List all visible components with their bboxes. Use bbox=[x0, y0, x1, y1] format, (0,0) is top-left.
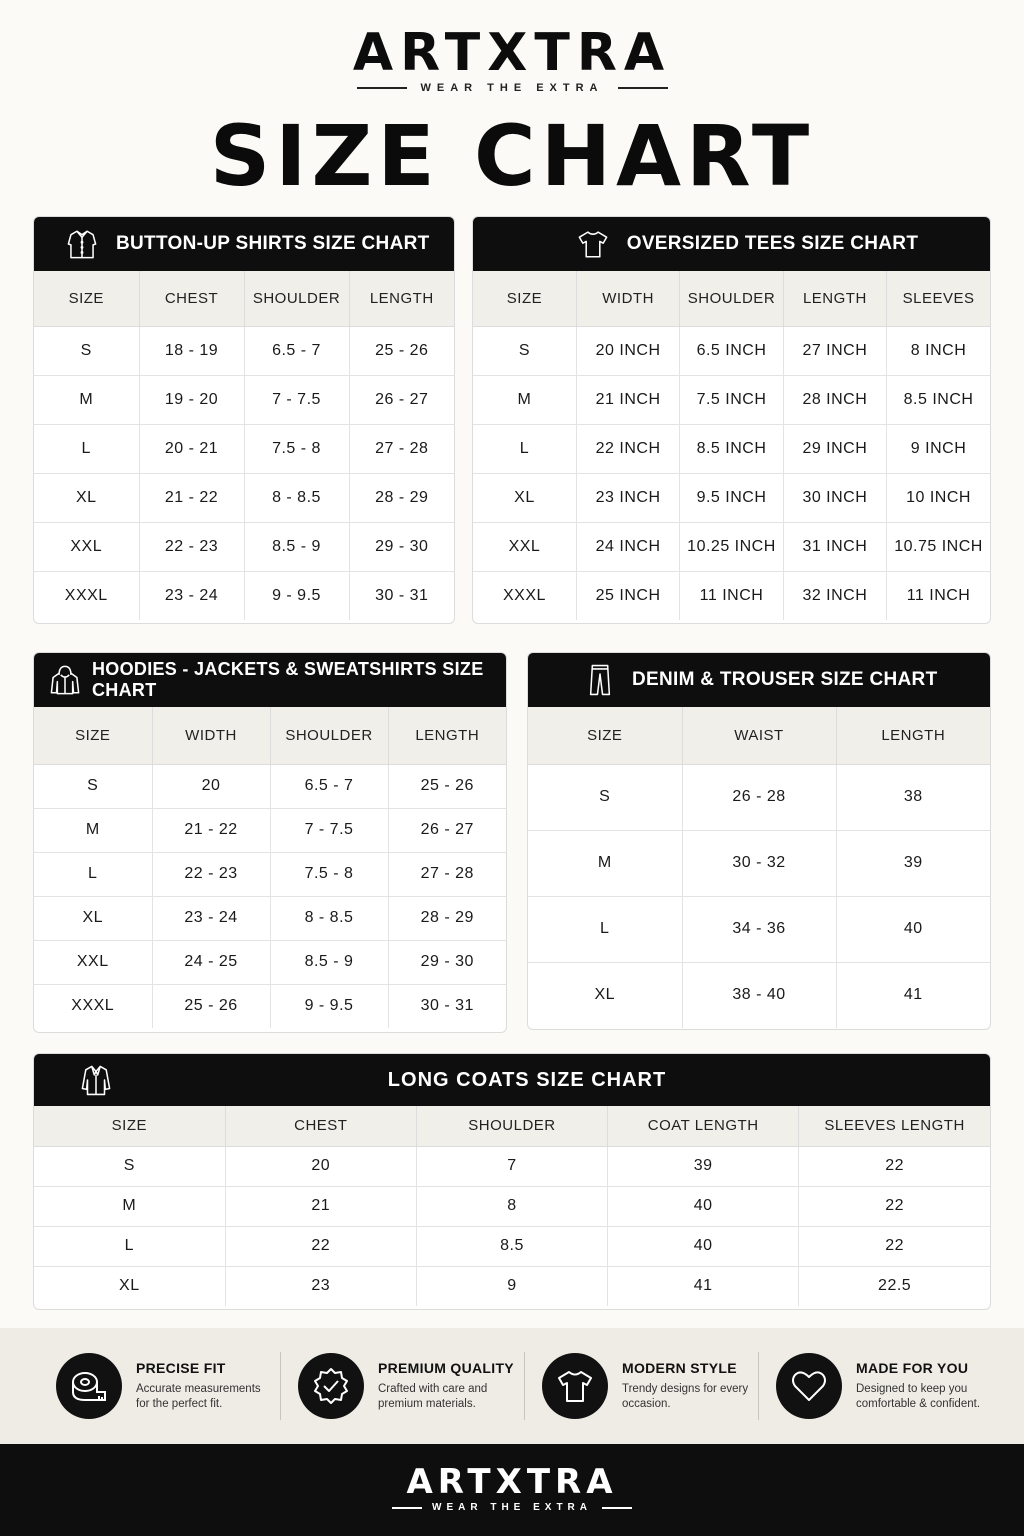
size-table bbox=[34, 1106, 990, 1306]
size-label: L bbox=[34, 424, 139, 473]
measurement-cell: 8.5 bbox=[416, 1226, 607, 1266]
heart-icon bbox=[776, 1353, 842, 1419]
table-row bbox=[34, 326, 454, 375]
measurement-cell: 24 INCH bbox=[576, 522, 679, 571]
feature-title: PREMIUM QUALITY bbox=[378, 1360, 514, 1376]
feature-desc: Designed to keep you comfortable & confident. bbox=[856, 1383, 981, 1410]
measurement-cell: 21 - 22 bbox=[152, 808, 270, 852]
table-row bbox=[528, 830, 990, 896]
column-header: SHOULDER bbox=[244, 271, 349, 326]
size-label: L bbox=[473, 424, 576, 473]
feature-item bbox=[776, 1348, 1000, 1424]
measurement-cell: 11 INCH bbox=[906, 586, 971, 604]
t-shirt-icon bbox=[542, 1353, 608, 1419]
measurement-cell: 25 INCH bbox=[576, 571, 679, 620]
brand-tagline: WEAR THE EXTRA bbox=[432, 1502, 592, 1513]
feature-item bbox=[56, 1348, 278, 1424]
feature-desc: Trendy designs for every occasion. bbox=[622, 1383, 749, 1410]
brand-logo: ARTXTRA bbox=[352, 23, 672, 83]
column-header: CHEST bbox=[225, 1106, 416, 1146]
measurement-cell: 20 - 21 bbox=[139, 424, 244, 473]
measurement-cell: 40 bbox=[836, 896, 990, 962]
size-label: L bbox=[34, 1226, 225, 1266]
size-table bbox=[34, 707, 506, 1028]
table-row bbox=[528, 764, 990, 830]
measurement-cell: 27 - 28 bbox=[349, 424, 454, 473]
measurement-cell: 29 INCH bbox=[783, 424, 886, 473]
measurement-cell: 19 - 20 bbox=[139, 375, 244, 424]
size-label: S bbox=[473, 326, 576, 375]
size-label: M bbox=[34, 375, 139, 424]
size-label: XXXL bbox=[34, 571, 139, 620]
measurement-cell: 9 bbox=[416, 1266, 607, 1306]
size-label: M bbox=[473, 375, 576, 424]
button-up-shirt-icon bbox=[64, 226, 100, 262]
card-title: HOODIES - JACKETS & SWEATSHIRTS SIZE CHART bbox=[92, 659, 484, 700]
measurement-cell: 38 bbox=[836, 764, 990, 830]
column-header: SHOULDER bbox=[680, 271, 783, 326]
measurement-cell: 30 - 32 bbox=[682, 830, 836, 896]
table-row bbox=[528, 962, 990, 1028]
measurement-cell: 29 - 30 bbox=[349, 522, 454, 571]
measurement-cell: 9 INCH bbox=[887, 424, 990, 473]
t-shirt-icon bbox=[575, 226, 611, 262]
measurement-cell: 30 - 31 bbox=[420, 997, 474, 1015]
table-row bbox=[34, 1226, 990, 1266]
size-label: M bbox=[34, 808, 152, 852]
measurement-cell: 26 - 28 bbox=[682, 764, 836, 830]
size-label: L bbox=[528, 896, 682, 962]
measurement-cell: 6.5 INCH bbox=[680, 326, 783, 375]
measurement-cell: 7.5 - 8 bbox=[244, 424, 349, 473]
column-header: WAIST bbox=[682, 707, 836, 764]
long-coat-icon bbox=[78, 1062, 114, 1098]
column-header: WIDTH bbox=[576, 271, 679, 326]
measurement-cell: 27 - 28 bbox=[388, 852, 506, 896]
size-table bbox=[34, 271, 454, 620]
measuring-tape-icon bbox=[56, 1353, 122, 1419]
measurement-cell: 6.5 - 7 bbox=[244, 326, 349, 375]
size-label: XXL bbox=[34, 940, 152, 984]
divider bbox=[357, 87, 407, 89]
card-title: DENIM & TROUSER SIZE CHART bbox=[632, 669, 938, 690]
column-header: SIZE bbox=[473, 271, 576, 326]
size-label: XXXL bbox=[473, 571, 576, 620]
quality-badge-icon bbox=[298, 1353, 364, 1419]
feature-item bbox=[298, 1348, 522, 1424]
size-label: M bbox=[34, 1186, 225, 1226]
measurement-cell: 30 INCH bbox=[783, 473, 886, 522]
column-header: SIZE bbox=[34, 1106, 225, 1146]
features-strip bbox=[0, 1328, 1024, 1444]
size-label: M bbox=[528, 830, 682, 896]
size-label: S bbox=[34, 764, 152, 808]
size-label: XL bbox=[34, 896, 152, 940]
measurement-cell: 20 bbox=[152, 764, 270, 808]
hoodies-size-card bbox=[33, 652, 507, 1033]
measurement-cell: 31 INCH bbox=[783, 522, 886, 571]
feature-title: PRECISE FIT bbox=[136, 1360, 226, 1376]
measurement-cell: 22 - 23 bbox=[139, 522, 244, 571]
card-title: BUTTON-UP SHIRTS SIZE CHART bbox=[116, 233, 430, 254]
measurement-cell: 25 - 26 bbox=[388, 764, 506, 808]
measurement-cell: 24 - 25 bbox=[152, 940, 270, 984]
feature-desc: Crafted with care and premium materials. bbox=[378, 1383, 488, 1410]
measurement-cell: 39 bbox=[608, 1146, 799, 1186]
column-header: LENGTH bbox=[836, 707, 990, 764]
measurement-cell: 25 - 26 bbox=[349, 326, 454, 375]
measurement-cell: 8.5 - 9 bbox=[244, 522, 349, 571]
measurement-cell: 25 - 26 bbox=[152, 984, 270, 1028]
coats-size-card bbox=[33, 1053, 991, 1310]
measurement-cell: 28 - 29 bbox=[388, 896, 506, 940]
header-brand bbox=[0, 24, 1024, 94]
column-header: SIZE bbox=[34, 707, 152, 764]
measurement-cell: 7 - 7.5 bbox=[244, 375, 349, 424]
feature-title: MADE FOR YOU bbox=[856, 1360, 969, 1376]
column-header: SIZE bbox=[34, 271, 139, 326]
measurement-cell: 23 - 24 bbox=[152, 896, 270, 940]
size-label: S bbox=[34, 326, 139, 375]
table-row bbox=[34, 522, 454, 571]
measurement-cell: 7.5 - 8 bbox=[270, 852, 388, 896]
size-label: XXXL bbox=[34, 984, 152, 1028]
brand-logo: ARTXTRA bbox=[406, 1462, 618, 1502]
measurement-cell: 22 bbox=[799, 1146, 990, 1186]
measurement-cell: 8.5 INCH bbox=[680, 424, 783, 473]
column-header: COAT LENGTH bbox=[608, 1106, 799, 1146]
table-row bbox=[473, 571, 990, 620]
measurement-cell: 8 - 8.5 bbox=[244, 473, 349, 522]
measurement-cell: 40 bbox=[608, 1226, 799, 1266]
measurement-cell: 10.75 INCH bbox=[887, 522, 990, 571]
column-header: SLEEVES bbox=[887, 271, 990, 326]
column-header: LENGTH bbox=[783, 271, 886, 326]
measurement-cell: 23 bbox=[225, 1266, 416, 1306]
size-table bbox=[473, 271, 990, 620]
card-title: LONG COATS SIZE CHART bbox=[387, 1068, 667, 1091]
measurement-cell: 32 INCH bbox=[783, 571, 886, 620]
measurement-cell: 28 INCH bbox=[783, 375, 886, 424]
measurement-cell: 41 bbox=[903, 986, 923, 1004]
measurement-cell: 40 bbox=[608, 1186, 799, 1226]
measurement-cell: 39 bbox=[836, 830, 990, 896]
measurement-cell: 22 - 23 bbox=[152, 852, 270, 896]
measurement-cell: 30 - 31 bbox=[375, 586, 429, 604]
measurement-cell: 22 bbox=[799, 1226, 990, 1266]
table-row bbox=[34, 1266, 990, 1306]
column-header: LENGTH bbox=[388, 707, 506, 764]
trousers-icon bbox=[582, 662, 618, 698]
feature-title: MODERN STYLE bbox=[622, 1360, 737, 1376]
table-row bbox=[34, 571, 454, 620]
table-row bbox=[34, 473, 454, 522]
card-title: OVERSIZED TEES SIZE CHART bbox=[626, 233, 919, 254]
measurement-cell: 6.5 - 7 bbox=[270, 764, 388, 808]
measurement-cell: 26 - 27 bbox=[388, 808, 506, 852]
measurement-cell: 27 INCH bbox=[783, 326, 886, 375]
measurement-cell: 8 INCH bbox=[887, 326, 990, 375]
table-row bbox=[34, 984, 506, 1028]
page-title: SIZE CHART bbox=[209, 107, 815, 205]
column-header: SHOULDER bbox=[270, 707, 388, 764]
measurement-cell: 18 - 19 bbox=[139, 326, 244, 375]
measurement-cell: 10 INCH bbox=[887, 473, 990, 522]
divider bbox=[618, 87, 668, 89]
column-header: LENGTH bbox=[349, 271, 454, 326]
table-row bbox=[34, 896, 506, 940]
table-row bbox=[34, 940, 506, 984]
measurement-cell: 20 bbox=[225, 1146, 416, 1186]
measurement-cell: 10.25 INCH bbox=[680, 522, 783, 571]
measurement-cell: 7 - 7.5 bbox=[270, 808, 388, 852]
table-row bbox=[34, 424, 454, 473]
size-label: S bbox=[528, 764, 682, 830]
measurement-cell: 11 INCH bbox=[680, 571, 783, 620]
hoodie-icon bbox=[48, 662, 82, 698]
measurement-cell: 41 bbox=[608, 1266, 799, 1306]
table-row bbox=[34, 808, 506, 852]
measurement-cell: 8 bbox=[416, 1186, 607, 1226]
measurement-cell: 8.5 INCH bbox=[887, 375, 990, 424]
table-row bbox=[473, 473, 990, 522]
measurement-cell: 9.5 INCH bbox=[680, 473, 783, 522]
measurement-cell: 9 - 9.5 bbox=[270, 984, 388, 1028]
table-row bbox=[34, 852, 506, 896]
feature-desc: Accurate measurements for the perfect fit. bbox=[136, 1383, 261, 1410]
feature-item bbox=[542, 1348, 756, 1424]
measurement-cell: 22 bbox=[225, 1226, 416, 1266]
column-header: SHOULDER bbox=[416, 1106, 607, 1146]
measurement-cell: 38 - 40 bbox=[682, 962, 836, 1028]
size-label: XXL bbox=[473, 522, 576, 571]
shirts-size-card bbox=[33, 216, 455, 624]
size-label: XXL bbox=[34, 522, 139, 571]
denim-size-card bbox=[527, 652, 991, 1030]
measurement-cell: 7 bbox=[416, 1146, 607, 1186]
measurement-cell: 9 - 9.5 bbox=[244, 571, 349, 620]
measurement-cell: 28 - 29 bbox=[349, 473, 454, 522]
table-row bbox=[34, 1146, 990, 1186]
table-row bbox=[528, 896, 990, 962]
divider bbox=[392, 1507, 422, 1509]
table-row bbox=[473, 522, 990, 571]
size-label: XL bbox=[34, 1266, 225, 1306]
measurement-cell: 26 - 27 bbox=[349, 375, 454, 424]
table-row bbox=[473, 375, 990, 424]
size-label: XL bbox=[34, 473, 139, 522]
measurement-cell: 34 - 36 bbox=[682, 896, 836, 962]
size-label: XL bbox=[528, 962, 682, 1028]
size-table bbox=[528, 707, 990, 1028]
table-row bbox=[34, 375, 454, 424]
column-header: SIZE bbox=[528, 707, 682, 764]
measurement-cell: 8.5 - 9 bbox=[270, 940, 388, 984]
measurement-cell: 21 INCH bbox=[576, 375, 679, 424]
divider bbox=[602, 1507, 632, 1509]
measurement-cell: 22 bbox=[799, 1186, 990, 1226]
tees-size-card bbox=[472, 216, 991, 624]
measurement-cell: 21 - 22 bbox=[139, 473, 244, 522]
brand-tagline: WEAR THE EXTRA bbox=[420, 82, 604, 94]
table-row bbox=[473, 424, 990, 473]
column-header: CHEST bbox=[139, 271, 244, 326]
column-header: SLEEVES LENGTH bbox=[799, 1106, 990, 1146]
measurement-cell: 23 - 24 bbox=[139, 571, 244, 620]
column-header: WIDTH bbox=[152, 707, 270, 764]
measurement-cell: 8 - 8.5 bbox=[270, 896, 388, 940]
table-row bbox=[34, 764, 506, 808]
size-label: L bbox=[34, 852, 152, 896]
size-label: S bbox=[34, 1146, 225, 1186]
footer-brand bbox=[0, 1462, 1024, 1513]
measurement-cell: 23 INCH bbox=[576, 473, 679, 522]
measurement-cell: 22 INCH bbox=[576, 424, 679, 473]
table-row bbox=[34, 1186, 990, 1226]
table-row bbox=[473, 326, 990, 375]
measurement-cell: 29 - 30 bbox=[388, 940, 506, 984]
measurement-cell: 20 INCH bbox=[576, 326, 679, 375]
size-label: XL bbox=[473, 473, 576, 522]
measurement-cell: 21 bbox=[225, 1186, 416, 1226]
measurement-cell: 22.5 bbox=[878, 1277, 912, 1295]
measurement-cell: 7.5 INCH bbox=[680, 375, 783, 424]
